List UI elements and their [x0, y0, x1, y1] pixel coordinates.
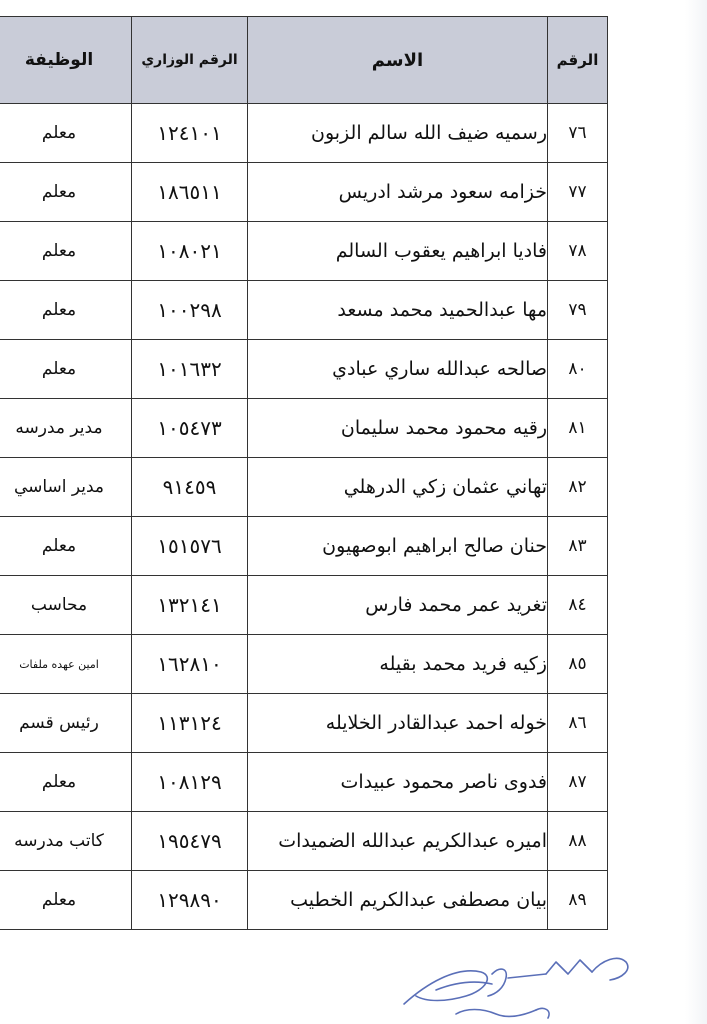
header-number: الرقم [548, 17, 608, 104]
table-body [0, 104, 608, 930]
row-number: ٨٧ [548, 753, 608, 812]
row-name: رسميه ضيف الله سالم الزبون [248, 104, 548, 163]
row-number: ٧٨ [548, 222, 608, 281]
table-row [0, 753, 608, 812]
table-header-row [0, 17, 608, 104]
row-name: فاديا ابراهيم يعقوب السالم [248, 222, 548, 281]
row-job: معلم [0, 871, 132, 930]
row-number: ٨٢ [548, 458, 608, 517]
table-row [0, 458, 608, 517]
row-job: معلم [0, 163, 132, 222]
row-number: ٨٠ [548, 340, 608, 399]
row-number: ٨٥ [548, 635, 608, 694]
staff-table [0, 16, 608, 930]
row-job: معلم [0, 281, 132, 340]
row-number: ٨٨ [548, 812, 608, 871]
table-row [0, 576, 608, 635]
row-name: بيان مصطفى عبدالكريم الخطيب [248, 871, 548, 930]
row-ministry-number: ١٣٢١٤١ [132, 576, 248, 635]
table-row [0, 517, 608, 576]
row-ministry-number: ١٨٦٥١١ [132, 163, 248, 222]
row-number: ٨٤ [548, 576, 608, 635]
row-name: فدوى ناصر محمود عبيدات [248, 753, 548, 812]
row-name: مها عبدالحميد محمد مسعد [248, 281, 548, 340]
row-ministry-number: ٩١٤٥٩ [132, 458, 248, 517]
table-row [0, 694, 608, 753]
page-edge-shadow [685, 0, 707, 1024]
row-number: ٨٩ [548, 871, 608, 930]
header-job: الوظيفة [0, 17, 132, 104]
row-job: امين عهده ملفات [0, 635, 132, 694]
row-ministry-number: ١٥١٥٧٦ [132, 517, 248, 576]
row-job: مدير اساسي [0, 458, 132, 517]
table-row [0, 222, 608, 281]
row-number: ٧٩ [548, 281, 608, 340]
row-ministry-number: ١٩٥٤٧٩ [132, 812, 248, 871]
row-number: ٨٦ [548, 694, 608, 753]
row-ministry-number: ١٦٢٨١٠ [132, 635, 248, 694]
row-ministry-number: ١٠٥٤٧٣ [132, 399, 248, 458]
row-name: رقيه محمود محمد سليمان [248, 399, 548, 458]
row-job: معلم [0, 222, 132, 281]
row-job: مدير مدرسه [0, 399, 132, 458]
table-row [0, 635, 608, 694]
row-name: اميره عبدالكريم عبدالله الضميدات [248, 812, 548, 871]
row-number: ٨١ [548, 399, 608, 458]
handwritten-signature [396, 944, 636, 1024]
table-row [0, 281, 608, 340]
row-name: تهاني عثمان زكي الدرهلي [248, 458, 548, 517]
table-row [0, 871, 608, 930]
row-name: زكيه فريد محمد بقيله [248, 635, 548, 694]
row-ministry-number: ١١٣١٢٤ [132, 694, 248, 753]
row-job: محاسب [0, 576, 132, 635]
row-job: معلم [0, 104, 132, 163]
row-ministry-number: ١٠٨٠٢١ [132, 222, 248, 281]
row-name: حنان صالح ابراهيم ابوصهيون [248, 517, 548, 576]
row-job: معلم [0, 517, 132, 576]
table-row [0, 399, 608, 458]
row-number: ٧٧ [548, 163, 608, 222]
table-row [0, 340, 608, 399]
row-job: معلم [0, 753, 132, 812]
row-ministry-number: ١٠٨١٢٩ [132, 753, 248, 812]
row-number: ٧٦ [548, 104, 608, 163]
row-name: تغريد عمر محمد فارس [248, 576, 548, 635]
header-ministry-number: الرقم الوزاري [132, 17, 248, 104]
row-name: خزامه سعود مرشد ادريس [248, 163, 548, 222]
row-job: معلم [0, 340, 132, 399]
row-name: صالحه عبدالله ساري عبادي [248, 340, 548, 399]
row-job: كاتب مدرسه [0, 812, 132, 871]
row-name: خوله احمد عبدالقادر الخلايله [248, 694, 548, 753]
header-name: الاسم [248, 17, 548, 104]
row-ministry-number: ١٢٩٨٩٠ [132, 871, 248, 930]
table-row [0, 812, 608, 871]
row-job: رئيس قسم [0, 694, 132, 753]
row-ministry-number: ١٢٤١٠١ [132, 104, 248, 163]
row-ministry-number: ١٠٠٢٩٨ [132, 281, 248, 340]
table-row [0, 104, 608, 163]
table-row [0, 163, 608, 222]
row-ministry-number: ١٠١٦٣٢ [132, 340, 248, 399]
row-number: ٨٣ [548, 517, 608, 576]
